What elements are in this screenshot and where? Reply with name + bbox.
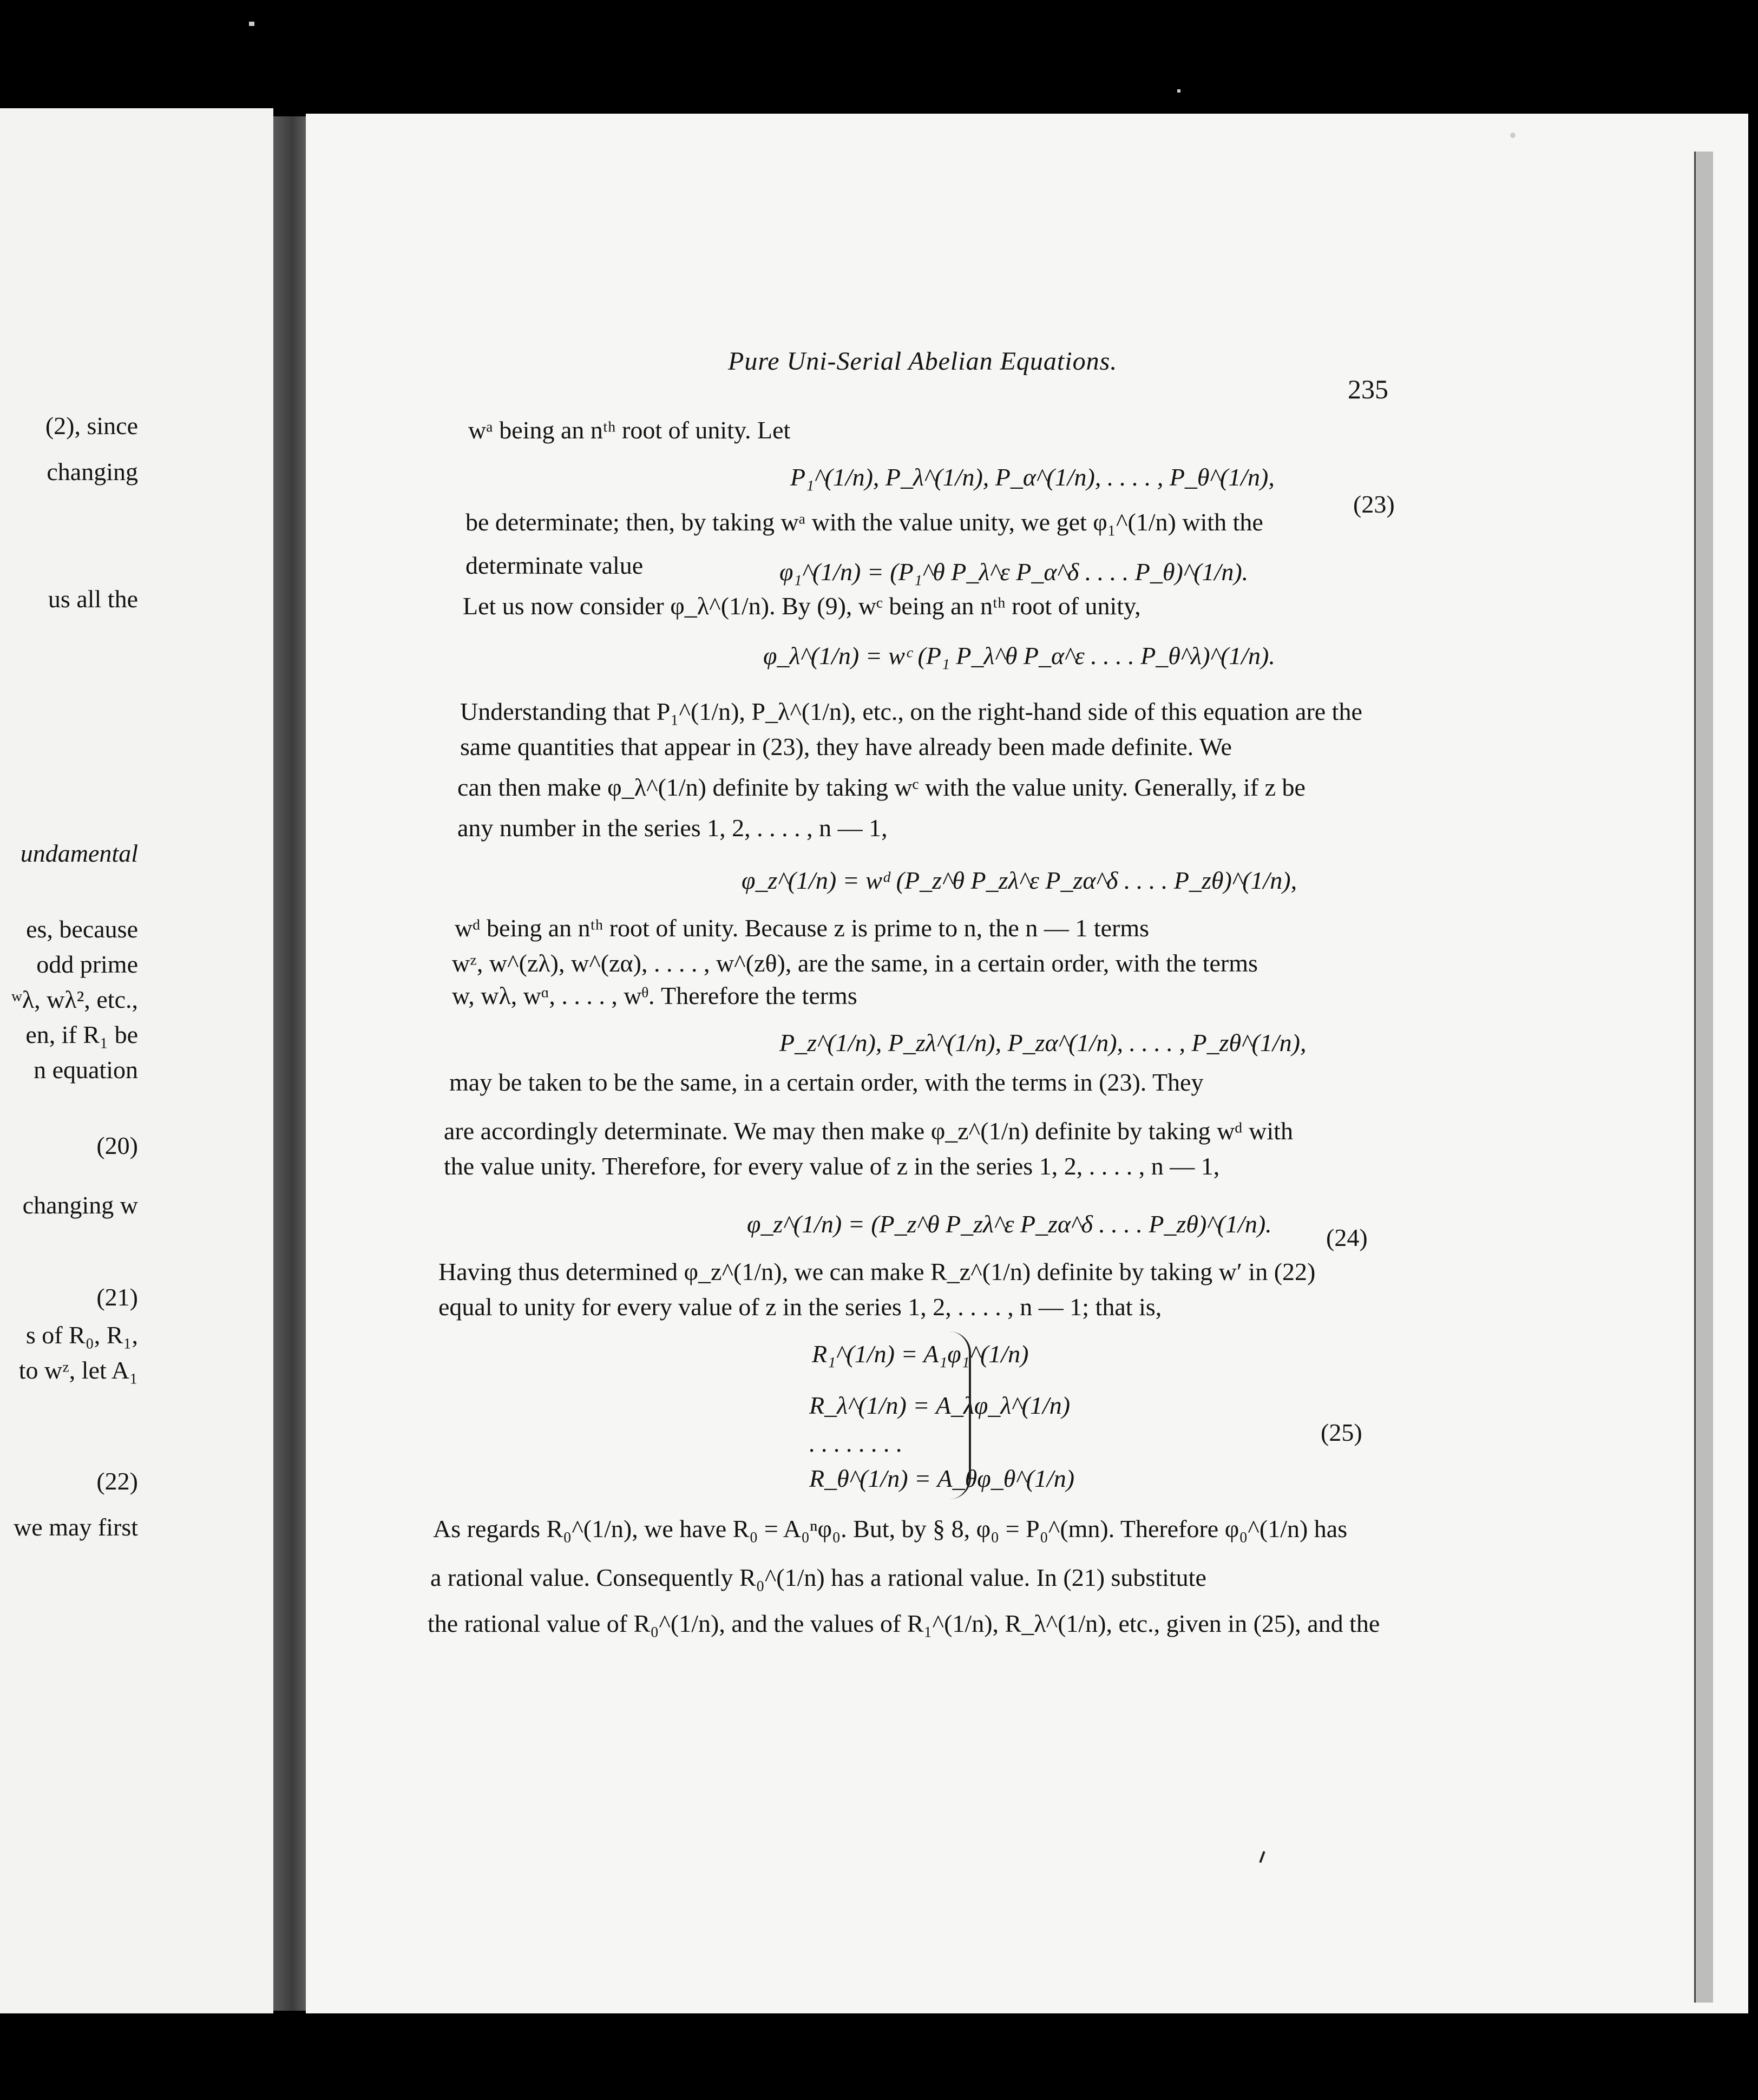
text-line: are accordingly determinate. We may then make φ_z^(1/n) definite by taking wᵈ with <box>444 1117 1293 1145</box>
equation-25-line: R_λ^(1/n) = A_λφ_λ^(1/n) <box>809 1392 1071 1419</box>
left-line: changing <box>47 458 138 485</box>
text-line: the value unity. Therefore, for every value of z in the series 1, 2, . . . . , n — 1, <box>444 1152 1220 1180</box>
equation-number: (24) <box>1326 1224 1368 1251</box>
text-line: a rational value. Consequently R₀^(1/n) has a rational value. In (21) substitute <box>430 1564 1206 1591</box>
text-line: the rational value of R₀^(1/n), and the values of R₁^(1/n), R_λ^(1/n), etc., given in (25), and the <box>428 1610 1380 1637</box>
text-line: may be taken to be the same, in a certain order, with the terms in (23). They <box>449 1068 1204 1096</box>
text-line: wᶻ, w^(zλ), w^(zα), . . . . , w^(zθ), are the same, in a certain order, with the terms <box>452 949 1258 977</box>
left-line: en, if R₁ be <box>25 1021 138 1048</box>
left-line: n equation <box>34 1056 138 1084</box>
text-line: same quantities that appear in (23), they have already been made definite. We <box>460 733 1232 760</box>
text-line: be determinate; then, by taking wᵃ with the value unity, we get φ₁^(1/n) with the <box>465 508 1263 536</box>
left-line: s of R₀, R₁, <box>25 1321 138 1349</box>
text-line: Having thus determined φ_z^(1/n), we can make R_z^(1/n) definite by taking w′ in (22) <box>438 1258 1316 1285</box>
text-line: any number in the series 1, 2, . . . . , n — 1, <box>457 814 888 842</box>
left-line: (22) <box>96 1467 138 1495</box>
equation-25-line: R_θ^(1/n) = A_θφ_θ^(1/n) <box>809 1465 1075 1492</box>
left-line: us all the <box>48 585 138 613</box>
left-line: odd prime <box>36 950 138 978</box>
left-line: to wᶻ, let A₁ <box>18 1356 138 1384</box>
left-line: we may first <box>14 1513 138 1541</box>
left-line: (20) <box>96 1132 138 1159</box>
equation: φ_z^(1/n) = wᵈ (P_z^θ P_zλ^ε P_zα^δ . . . . P_zθ)^(1/n), <box>742 867 1297 894</box>
left-page <box>0 108 273 2013</box>
scan-dust <box>249 22 254 26</box>
left-line: (21) <box>96 1283 138 1311</box>
equation-24: φ_z^(1/n) = (P_z^θ P_zλ^ε P_zα^δ . . . . P_zθ)^(1/n). <box>747 1210 1272 1238</box>
left-line: ʷλ, wλ², etc., <box>11 986 138 1013</box>
equation-number: (25) <box>1321 1419 1362 1446</box>
text-line: can then make φ_λ^(1/n) definite by taking wᶜ with the value unity. Generally, if z be <box>457 773 1306 801</box>
equation-25-line: R₁^(1/n) = A₁φ₁^(1/n) <box>812 1340 1029 1368</box>
text-line: Let us now consider φ_λ^(1/n). By (9), wᶜ being an nᵗʰ root of unity, <box>463 592 1141 620</box>
running-title: Pure Uni-Serial Abelian Equations. <box>728 347 1118 376</box>
equation: P_z^(1/n), P_zλ^(1/n), P_zα^(1/n), . . . . , P_zθ^(1/n), <box>779 1029 1307 1056</box>
text-line: wᵃ being an nᵗʰ root of unity. Let <box>468 416 791 444</box>
scan-dust <box>1510 133 1516 138</box>
equation: φ₁^(1/n) = (P₁^θ P_λ^ε P_α^δ . . . . P_θ)^(1/n). <box>779 558 1249 586</box>
left-line: changing w <box>22 1191 138 1219</box>
text-line: As regards R₀^(1/n), we have R₀ = A₀ⁿφ₀. But, by § 8, φ₀ = P₀^(mn). Therefore φ₀^(1/n) has <box>433 1515 1348 1543</box>
text-line: equal to unity for every value of z in the series 1, 2, . . . . , n — 1; that is, <box>438 1293 1162 1321</box>
text-line: Understanding that P₁^(1/n), P_λ^(1/n), etc., on the right-hand side of this equation are the <box>460 698 1362 725</box>
left-line: undamental <box>20 839 138 867</box>
equation-number: (23) <box>1353 490 1395 518</box>
equation-25-line: . . . . . . . . <box>809 1429 903 1457</box>
page-number: 235 <box>1348 374 1388 404</box>
left-line: (2), since <box>45 412 138 439</box>
page-edge <box>1694 152 1713 2003</box>
equation-brace <box>947 1331 971 1499</box>
text-line: w, wλ, wᵅ, . . . . , wᶿ. Therefore the terms <box>452 982 857 1009</box>
left-line: es, because <box>26 915 138 943</box>
equation-23: P₁^(1/n), P_λ^(1/n), P_α^(1/n), . . . . , P_θ^(1/n), <box>790 463 1275 491</box>
equation: φ_λ^(1/n) = wᶜ (P₁ P_λ^θ P_α^ε . . . . P_θ^λ)^(1/n). <box>763 642 1275 670</box>
text-line: wᵈ being an nᵗʰ root of unity. Because z is prime to n, the n — 1 terms <box>455 914 1150 942</box>
text-line: determinate value <box>465 552 644 579</box>
scan-dust <box>1177 89 1180 93</box>
